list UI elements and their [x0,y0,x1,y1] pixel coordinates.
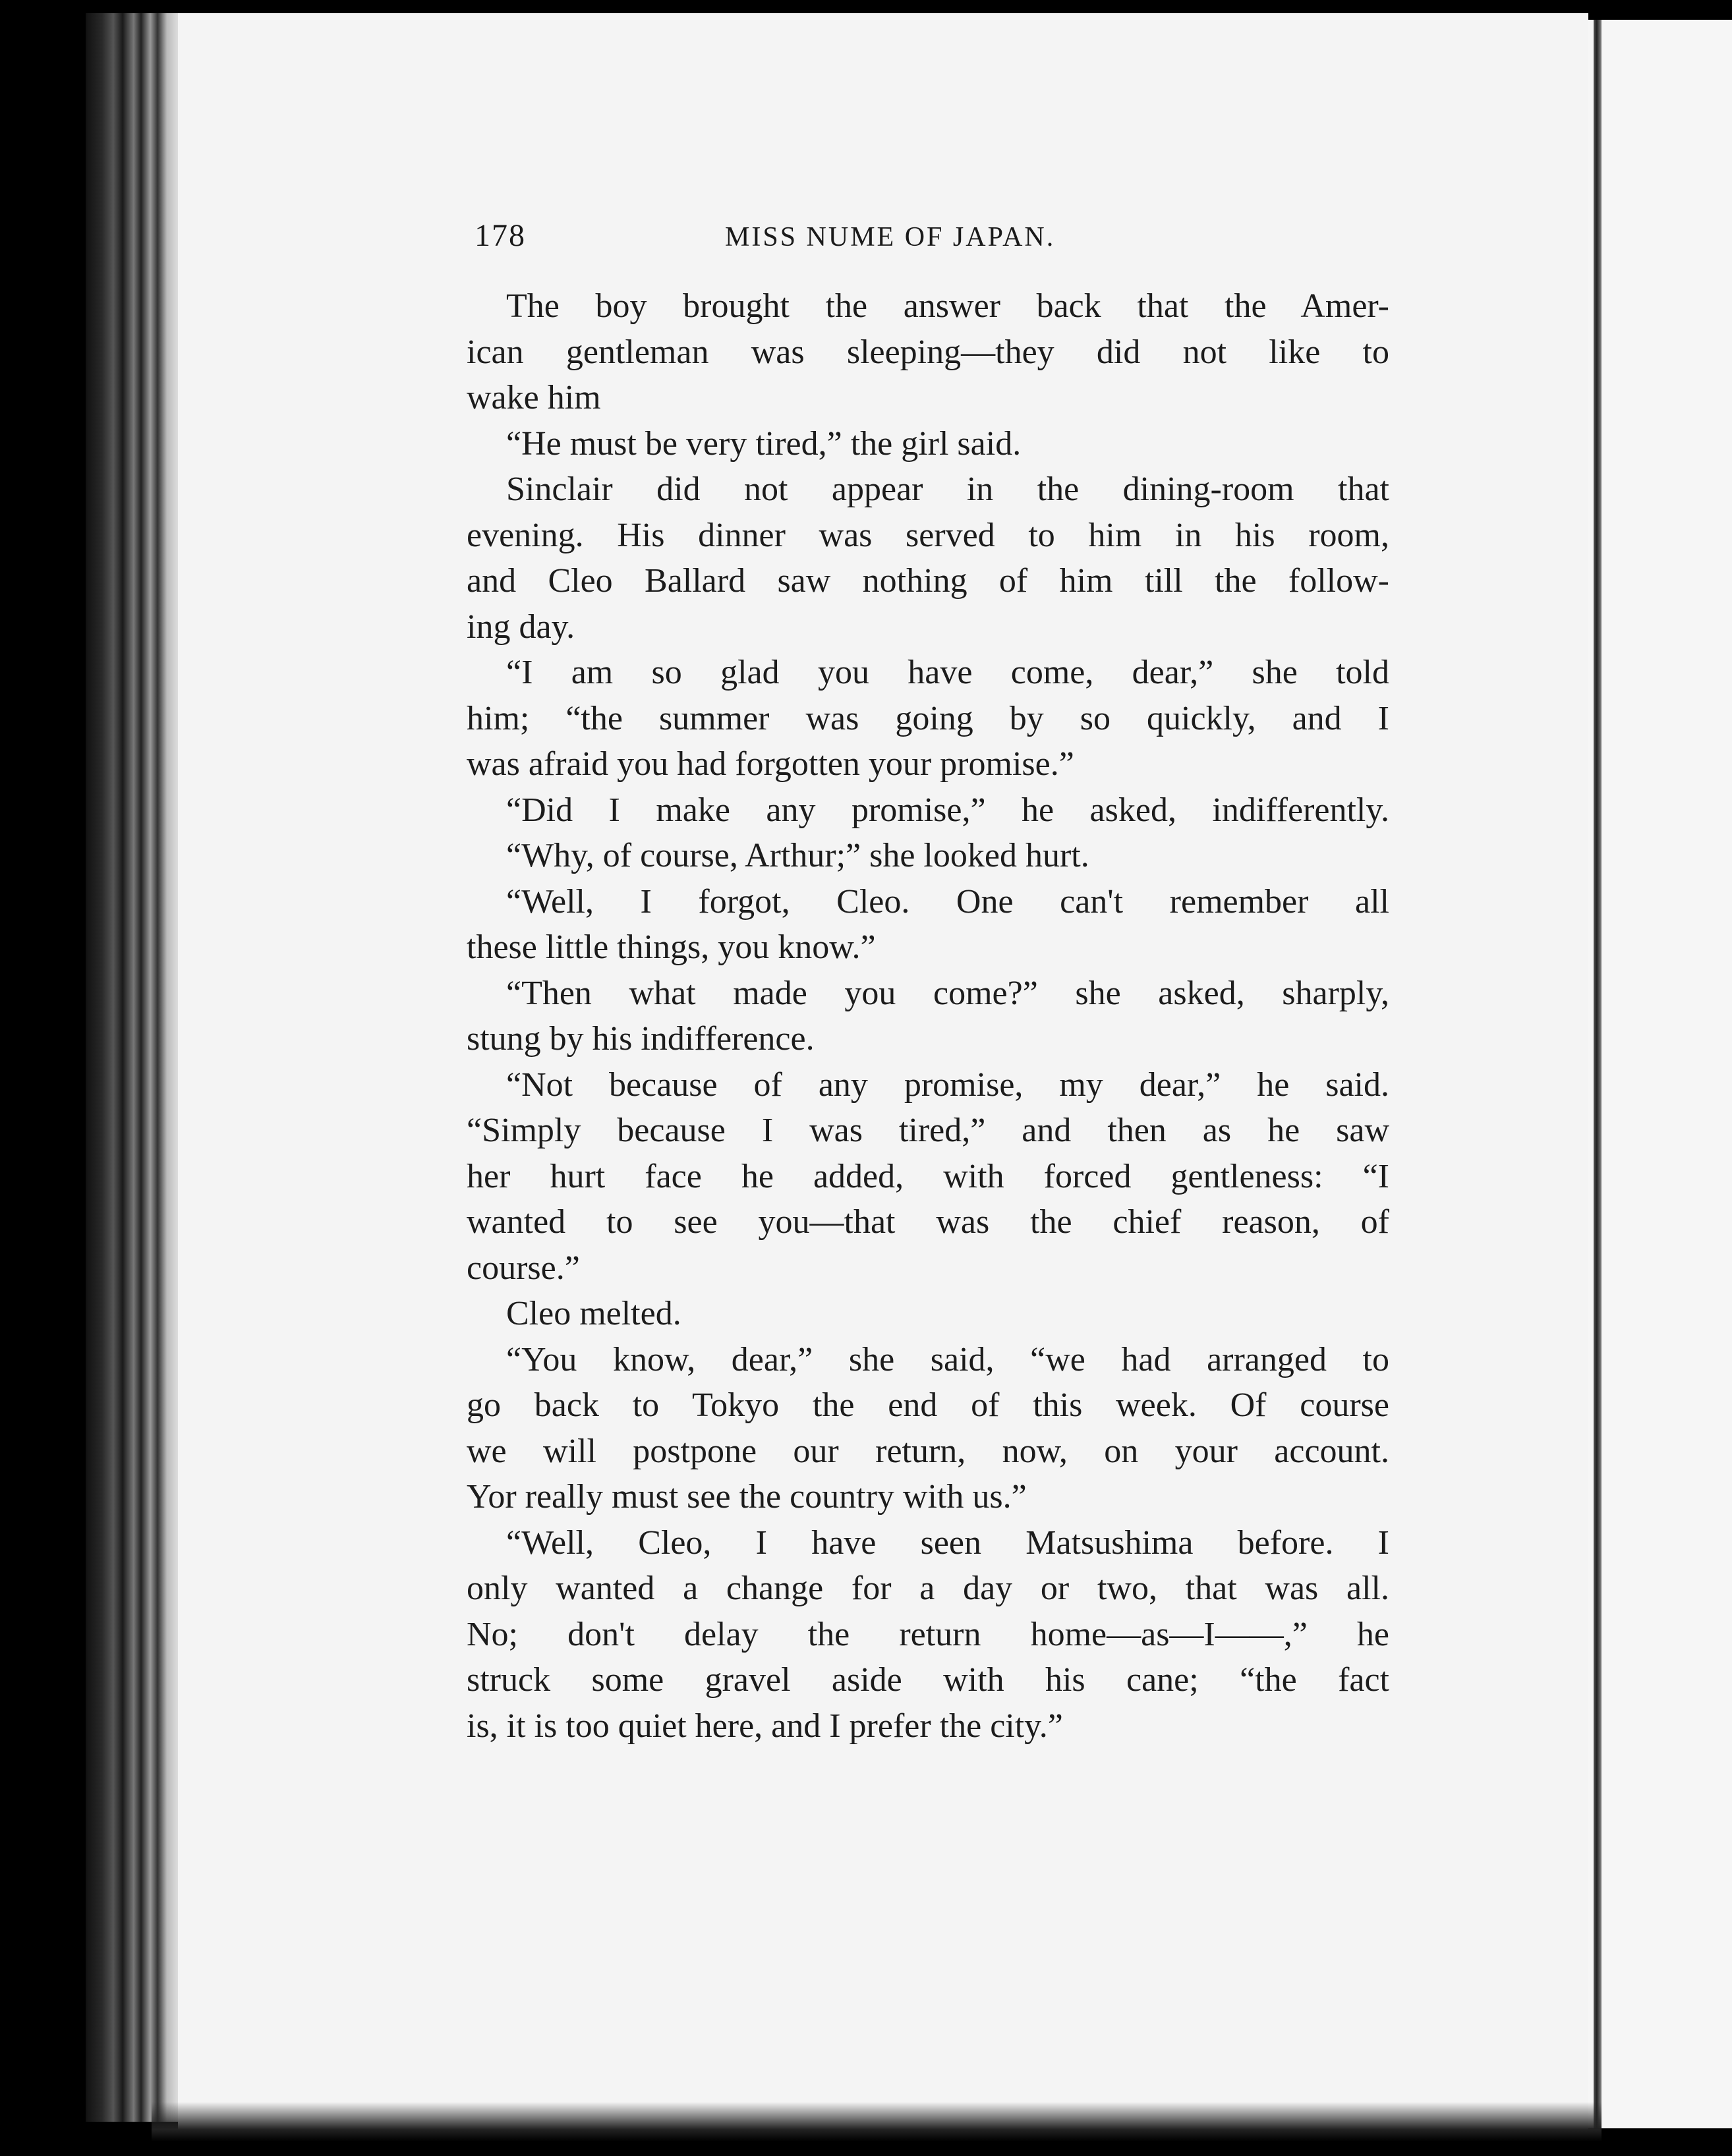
text-line: her hurt face he added, with forced gentleness: “I [467,1157,1389,1195]
page-number: 178 [475,218,526,253]
text-line: Sinclair did not appear in the dining-room that [506,470,1389,508]
facing-page-strip [1588,20,1732,2128]
text-line: No; don't delay the return home—as—I——,” he [467,1615,1389,1653]
text-line: “Well, I forgot, Cleo. One can't remember all [506,882,1389,921]
text-line: “I am so glad you have come, dear,” she told [506,654,1389,691]
text-line: Yor really must see the country with us.” [467,1478,1027,1516]
text-line: The boy brought the answer back that the Amer- [506,287,1389,325]
text-line: ican gentleman was sleeping—they did not like to [467,333,1389,371]
running-head: MISS NUME OF JAPAN. [725,222,1056,252]
text-line: Cleo melted. [506,1295,681,1332]
text-line: is, it is too quiet here, and I prefer the city.” [467,1707,1063,1745]
text-line: “Did I make any promise,” he asked, indifferently. [506,791,1389,829]
text-line: these little things, you know.” [467,928,876,966]
text-line: was afraid you had forgotten your promise.” [467,745,1074,783]
text-line: struck some gravel aside with his cane; “the fact [467,1661,1389,1699]
text-line: “He must be very tired,” the girl said. [506,424,1022,463]
text-line: we will postpone our return, now, on your account. [467,1432,1389,1470]
text-line: ing day. [467,608,575,646]
book-page-edges [86,13,178,2122]
page-bottom-shadow [152,2102,1602,2142]
body-text [467,283,1389,1749]
text-line: “Well, Cleo, I have seen Matsushima before. I [506,1523,1389,1562]
text-line: “Simply because I was tired,” and then as he saw [467,1112,1389,1149]
text-line: wanted to see you—that was the chief reason, of [467,1203,1389,1241]
page-header [475,217,1417,264]
text-line: “Then what made you come?” she asked, sharply, [506,974,1389,1012]
text-line: “You know, dear,” she said, “we had arranged to [506,1340,1389,1378]
book-gutter [1594,20,1602,2128]
text-line: go back to Tokyo the end of this week. Of course [467,1386,1389,1424]
text-line: “Not because of any promise, my dear,” he said. [506,1065,1389,1104]
text-line: wake him [467,379,601,416]
text-line: course.” [467,1249,580,1287]
text-line: only wanted a change for a day or two, that was all. [467,1570,1389,1607]
text-line: evening. His dinner was served to him in his room, [467,516,1389,554]
text-line: him; “the summer was going by so quickly, and I [467,699,1389,737]
text-line: and Cleo Ballard saw nothing of him till the follow- [467,562,1389,600]
text-line: stung by his indifference. [467,1020,815,1058]
text-line: “Why, of course, Arthur;” she looked hurt. [506,837,1089,874]
